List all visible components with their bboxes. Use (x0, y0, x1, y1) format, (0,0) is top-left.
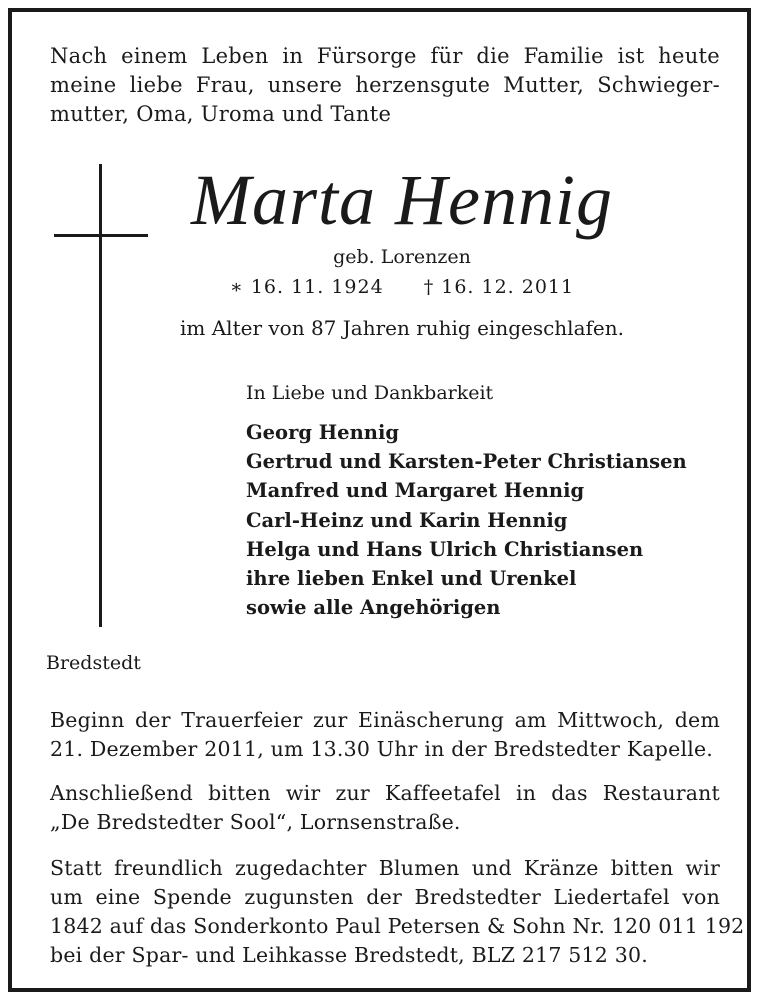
intro-line: Nach einem Leben in Fürsorge für die Familie ist heute (50, 44, 720, 68)
cross-icon-bar (54, 234, 148, 237)
intro-line: mutter, Oma, Uroma und Tante (50, 102, 392, 126)
reception-paragraph (50, 779, 720, 837)
age-line: im Alter von 87 Jahren ruhig eingeschlafen. (180, 316, 624, 340)
paragraph-line: Anschließend bitten wir zur Kaffeetafel in das Restaurant (50, 781, 720, 805)
paragraph-line: „De Bredstedter Sool“, Lornsenstraße. (50, 810, 461, 834)
mourner-entry: Carl-Heinz und Karin Hennig (246, 508, 568, 532)
mourner-entry: ihre lieben Enkel und Urenkel (246, 567, 577, 591)
gratitude-heading: In Liebe und Dankbarkeit (246, 382, 494, 404)
mourner-entry: Manfred und Margaret Hennig (246, 479, 585, 503)
mourner-entry: sowie alle Angehörigen (246, 596, 501, 620)
obituary-notice (8, 8, 751, 992)
birth-date: ∗ 16. 11. 1924 (229, 276, 384, 298)
mourner-entry: Helga und Hans Ulrich Christiansen (246, 537, 644, 561)
paragraph-line: um eine Spende zugunsten der Bredstedter Liedertafel von (50, 885, 720, 909)
intro-line: meine liebe Frau, unsere herzensgute Mutter, Schwieger- (50, 73, 720, 97)
donation-paragraph (50, 854, 745, 970)
place-name: Bredstedt (46, 652, 141, 674)
paragraph-line: Beginn der Trauerfeier zur Einäscherung am Mittwoch, dem (50, 708, 720, 732)
paragraph-line: 1842 auf das Sonderkonto Paul Petersen & Sohn Nr. 120 011 192 (50, 914, 745, 938)
mourner-entry: Gertrud und Karsten-Peter Christiansen (246, 450, 687, 474)
paragraph-line: bei der Spar- und Leihkasse Bredstedt, BLZ 217 512 30. (50, 943, 648, 967)
mourners-list (246, 418, 687, 622)
intro-text (50, 42, 720, 129)
paragraph-line: Statt freundlich zugedachter Blumen und Kränze bitten wir (50, 856, 720, 880)
mourner-entry: Georg Hennig (246, 421, 399, 444)
ceremony-paragraph (50, 706, 720, 764)
life-dates (162, 274, 642, 300)
birth-name: geb. Lorenzen (333, 246, 471, 268)
deceased-name: Marta Hennig (191, 160, 613, 240)
paragraph-line: 21. Dezember 2011, um 13.30 Uhr in der Bredstedter Kapelle. (50, 737, 714, 761)
death-date: † 16. 12. 2011 (423, 276, 575, 298)
